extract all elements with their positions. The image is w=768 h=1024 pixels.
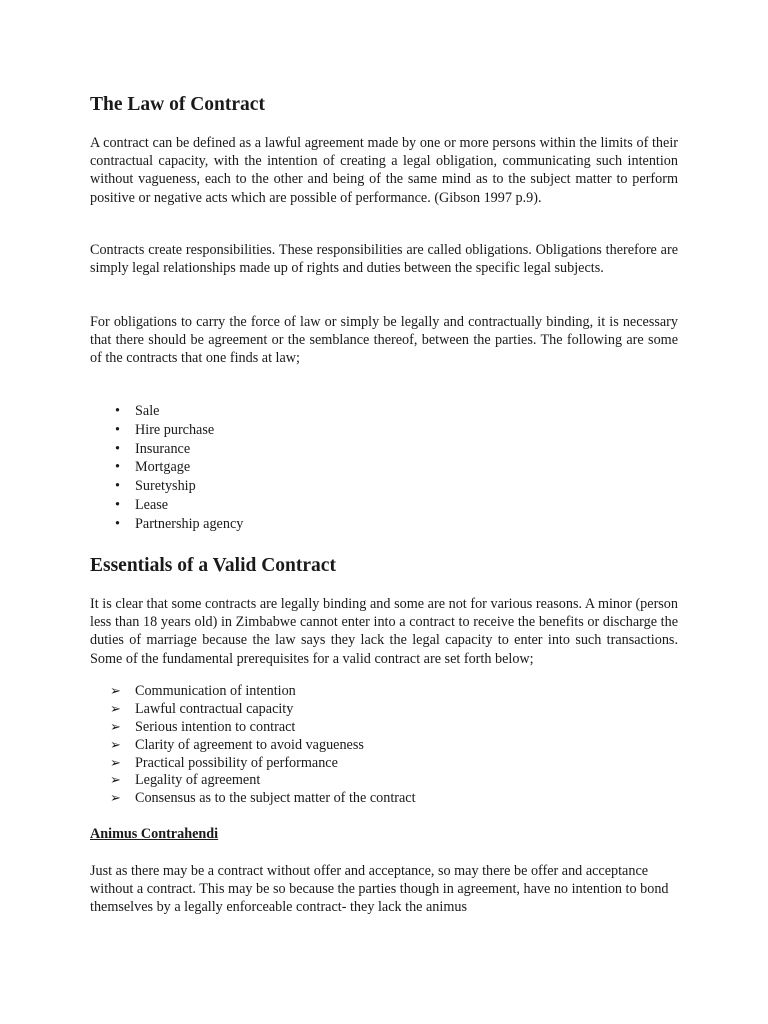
list-item: • Mortgage [90, 458, 243, 477]
contract-types-list [90, 402, 243, 534]
list-item: ➢ Communication of intention [90, 683, 416, 701]
essentials-heading: Essentials of a Valid Contract [90, 555, 336, 576]
list-item: • Sale [90, 402, 243, 421]
list-item: • Lease [90, 496, 243, 515]
obligations-paragraph: Contracts create responsibilities. These responsibilities are called obligations. Obligations therefore are simply legal relationships made up of rights and duties between the specific legal subjects. [90, 242, 678, 277]
animus-heading: Animus Contrahendi [90, 826, 219, 842]
list-item: • Insurance [90, 440, 243, 459]
list-item: ➢ Consensus as to the subject matter of the contract [90, 790, 416, 808]
list-item: ➢ Practical possibility of performance [90, 755, 416, 773]
essentials-paragraph: It is clear that some contracts are legally binding and some are not for various reasons. A minor (person less than 18 years old) in Zimbabwe cannot enter into a contract to receive the benefits or discharge the duties of marriage because the law says they lack the legal capacity to enter into such transactions. Some of the fundamental prerequisites for a valid contract are set forth below; [90, 596, 678, 667]
list-item: ➢ Serious intention to contract [90, 719, 416, 737]
page-title: The Law of Contract [90, 94, 265, 115]
list-item: • Partnership agency [90, 515, 243, 534]
list-item: ➢ Clarity of agreement to avoid vagueness [90, 737, 416, 755]
list-item: ➢ Legality of agreement [90, 772, 416, 790]
list-item: ➢ Lawful contractual capacity [90, 701, 416, 719]
list-item: • Hire purchase [90, 421, 243, 440]
prerequisites-list [90, 683, 416, 808]
animus-paragraph: Just as there may be a contract without offer and acceptance, so may there be offer and acceptance without a contract. This may be so because the parties though in agreement, have no intention to bond themselves by a legally enforceable contract- they lack the animus [90, 863, 669, 916]
intro-paragraph: A contract can be defined as a lawful agreement made by one or more persons within the limits of their contractual capacity, with the intention of creating a legal obligation, communicating such intention without vagueness, each to the other and being of the same mind as to the subject matter to perform positive or negative acts which are possible of performance. (Gibson 1997 p.9). [90, 135, 678, 206]
binding-paragraph: For obligations to carry the force of law or simply be legally and contractually binding, it is necessary that there should be agreement or the semblance thereof, between the parties. The following are some of the contracts that one finds at law; [90, 314, 678, 367]
list-item: • Suretyship [90, 477, 243, 496]
